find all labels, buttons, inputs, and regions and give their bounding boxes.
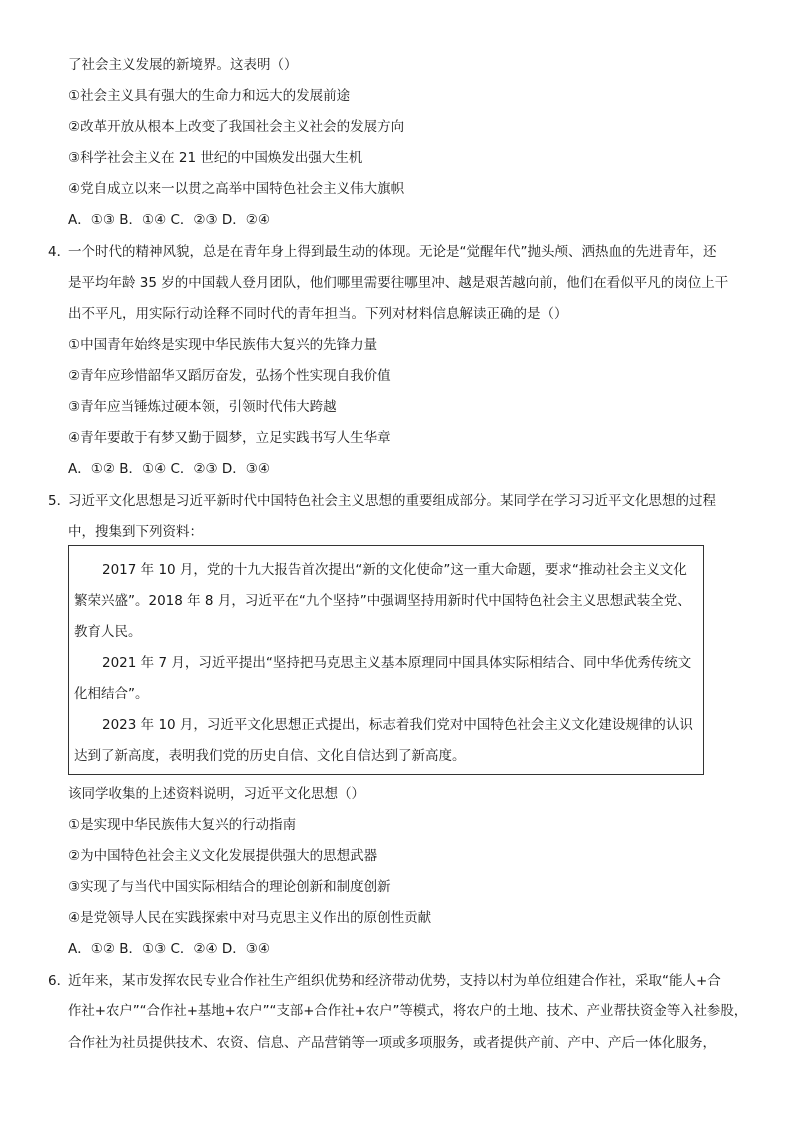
q3-option-1: ①社会主义具有强大的生命力和远大的发展前途 xyxy=(68,88,351,104)
q3-option-4: ④党自成立以来一以贯之高举中国特色社会主义伟大旗帜 xyxy=(68,181,405,197)
q5-stem-line-2: 中，搜集到下列资料： xyxy=(68,524,203,540)
q4-stem-line-3: 出不平凡，用实际行动诠释不同时代的青年担当。下列对材料信息解读正确的是（） xyxy=(68,306,568,322)
q4-option-3: ③青年应当锤炼过硬本领，引领时代伟大跨越 xyxy=(68,399,337,415)
q5-question: 该同学收集的上述资料说明，习近平文化思想（） xyxy=(68,786,365,802)
q6-stem-line-3: 合作社为社员提供技术、农资、信息、产品营销等一项或多项服务，或者提供产前、产中、产后一体化服务， xyxy=(68,1035,716,1051)
box-line-7: 达到了新高度，表明我们党的历史自信、文化自信达到了新高度。 xyxy=(74,748,466,764)
q4-number: 4． xyxy=(48,244,71,260)
q5-option-4: ④是党领导人民在实践探索中对马克思主义作出的原创性贡献 xyxy=(68,910,432,926)
q4-stem-line-1: 一个时代的精神风貌，总是在青年身上得到最生动的体现。无论是“觉醒年代”抛头颅、洒热血的先进青年，还 xyxy=(68,244,717,260)
q4-option-1: ①中国青年始终是实现中华民族伟大复兴的先锋力量 xyxy=(68,337,378,353)
box-line-4: 2021 年 7 月，习近平提出“坚持把马克思主义基本原理同中国具体实际相结合、同中华优秀传统文 xyxy=(102,655,692,671)
q5-option-2: ②为中国特色社会主义文化发展提供强大的思想武器 xyxy=(68,848,378,864)
q3-choices: A．①③ B．①④ C．②③ D．②④ xyxy=(68,212,271,228)
q4-option-4: ④青年要敢于有梦又勤于圆梦，立足实践书写人生华章 xyxy=(68,430,391,446)
q6-number: 6． xyxy=(48,973,71,989)
box-line-6: 2023 年 10 月，习近平文化思想正式提出，标志着我们党对中国特色社会主义文化建设规律的认识 xyxy=(102,717,693,733)
q5-stem-line-1: 习近平文化思想是习近平新时代中国特色社会主义思想的重要组成部分。某同学在学习习近平文化思想的过程 xyxy=(68,493,716,509)
q5-number: 5． xyxy=(48,493,71,509)
q5-option-3: ③实现了与当代中国实际相结合的理论创新和制度创新 xyxy=(68,879,391,895)
box-line-5: 化相结合”。 xyxy=(74,686,149,702)
box-line-2: 繁荣兴盛”。2018 年 8 月，习近平在“九个坚持”中强调坚持用新时代中国特色社会主义思想武装全党、 xyxy=(74,593,691,609)
q3-option-2: ②改革开放从根本上改变了我国社会主义社会的发展方向 xyxy=(68,119,405,135)
q3-stem-end: 了社会主义发展的新境界。这表明（） xyxy=(68,57,298,73)
q3-option-3: ③科学社会主义在 21 世纪的中国焕发出强大生机 xyxy=(68,150,363,166)
q4-stem-line-2: 是平均年龄 35 岁的中国载人登月团队，他们哪里需要往哪里冲、越是艰苦越向前，他们在看似平凡的岗位上干 xyxy=(68,275,729,291)
q4-choices: A．①② B．①④ C．②③ D．③④ xyxy=(68,461,271,477)
box-line-3: 教育人民。 xyxy=(74,624,142,640)
q4-option-2: ②青年应珍惜韶华又蹈厉奋发，弘扬个性实现自我价值 xyxy=(68,368,391,384)
q6-stem-line-2: 作社+农户”“合作社+基地+农户”“支部+合作社+农户”等模式，将农户的土地、技术、产业帮扶资金等入社参股， xyxy=(68,1004,748,1019)
q5-option-1: ①是实现中华民族伟大复兴的行动指南 xyxy=(68,817,297,833)
box-line-1: 2017 年 10 月，党的十九大报告首次提出“新的文化使命”这一重大命题，要求“推动社会主义文化 xyxy=(102,562,687,578)
q5-choices: A．①② B．①③ C．②④ D．③④ xyxy=(68,941,271,957)
q6-stem-line-1: 近年来，某市发挥农民专业合作社生产组织优势和经济带动优势，支持以村为单位组建合作社，采取“能人+合 xyxy=(68,973,721,989)
